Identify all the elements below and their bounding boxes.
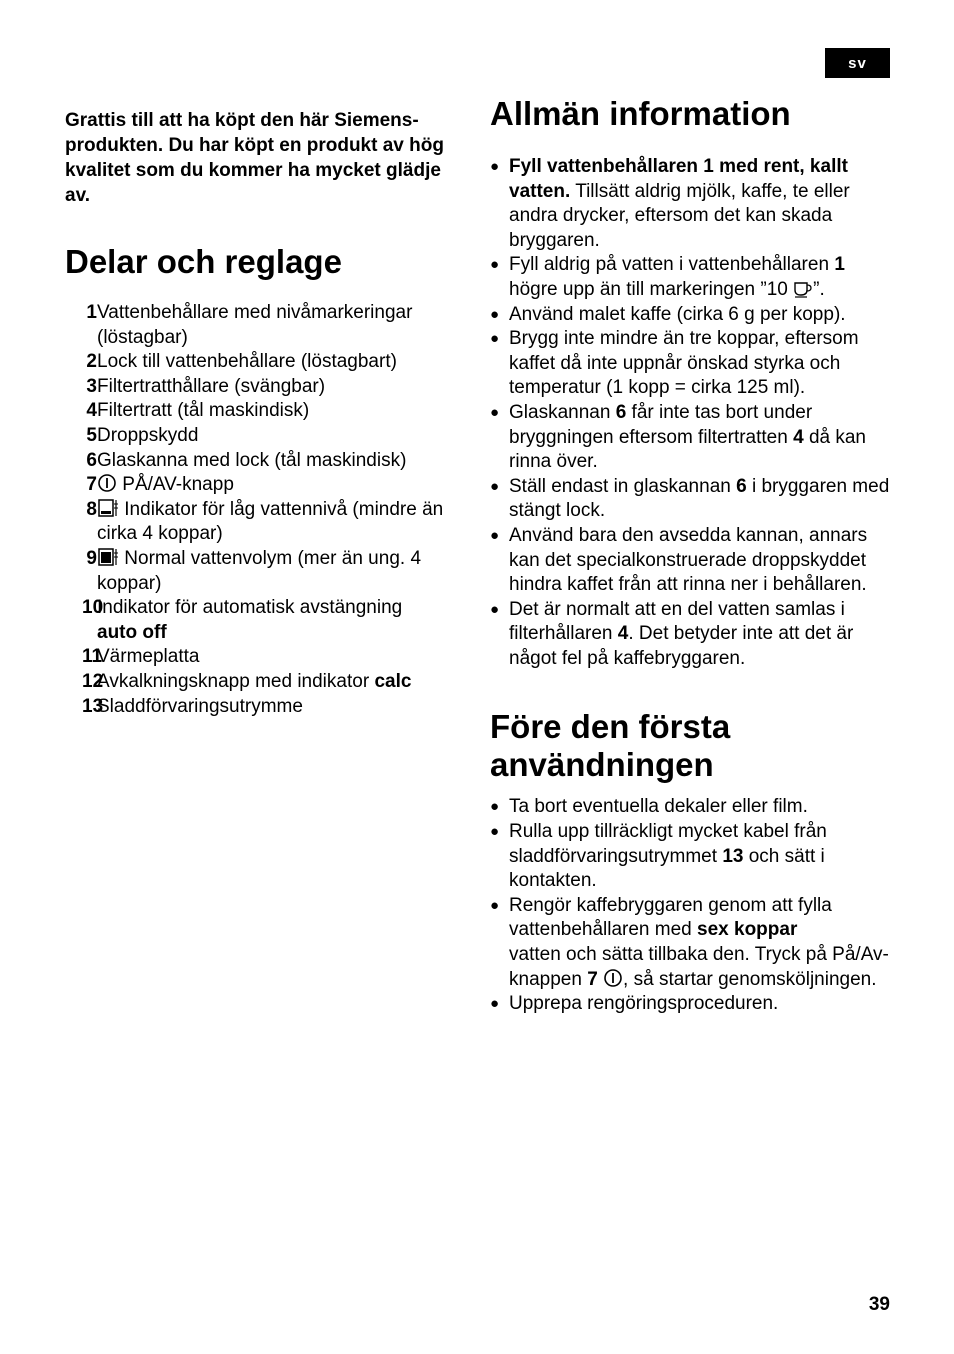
part-bold-text: auto off (97, 621, 167, 643)
part-number: 9 (86, 547, 97, 569)
list-item (490, 253, 890, 302)
item-text: Använd malet kaffe (cirka 6 g per kopp). (509, 303, 846, 325)
list-item (490, 401, 890, 475)
part-text: Filtertratt (tål maskindisk) (97, 400, 310, 422)
part-number: 5 (86, 424, 97, 446)
item-text: Ställ endast in glaskannan (509, 475, 731, 497)
bold-text: sex koppar (697, 919, 798, 941)
list-item (65, 547, 460, 596)
list-item (65, 449, 460, 474)
part-bold-text: calc (374, 670, 412, 692)
part-number: 8 (86, 498, 97, 520)
ref-number: 4 (617, 623, 629, 645)
bullet: ● (490, 305, 500, 323)
item-text: vatten och sätta tillbaka den. Tryck på På/Av-knappen (509, 944, 889, 990)
bullet: ● (490, 477, 500, 495)
bullet: ● (490, 823, 500, 841)
part-text: Normal vattenvolym (mer än ung. 4 koppar) (97, 547, 422, 594)
ref-number: 7 (587, 968, 598, 990)
part-text: Värmeplatta (97, 646, 200, 668)
item-text: , så startar genomsköljningen. (623, 968, 877, 990)
part-text: Lock till vattenbehållare (löstagbart) (97, 351, 397, 373)
item-text: Rengör kaffebryggaren genom att fylla vattenbehållaren med (509, 894, 832, 941)
part-text: Vattenbehållare med nivåmarkeringar (löstagbar) (97, 302, 413, 348)
part-number: 6 (86, 449, 97, 471)
list-item (490, 475, 890, 524)
list-item (490, 327, 890, 401)
item-text: Tillsätt aldrig mjölk, kaffe, te eller andra drycker, eftersom det kan skada bryggaren. (509, 180, 850, 251)
page-number: 39 (868, 1294, 890, 1315)
bullet: ● (490, 798, 500, 816)
general-info-list (490, 155, 890, 671)
list-item (65, 670, 460, 695)
item-text: Brygg inte mindre än tre koppar, eftersom kaffet då inte uppnår önskad styrka och temperatur (1 kopp = cirka 125 ml). (509, 328, 859, 399)
item-text: Ta bort eventuella dekaler eller film. (509, 796, 808, 818)
list-item (65, 695, 460, 720)
power-icon (97, 473, 117, 493)
part-number: 7 (86, 474, 97, 496)
low-water-icon (97, 498, 119, 518)
bullet: ● (490, 600, 500, 618)
item-text: högre upp än till markeringen ”10 (509, 278, 788, 300)
intro-text: Grattis till att ha köpt den här Siemens-produkten. Du har köpt en produkt av hög kvalitet som du kommer ha mycket glädje av. (65, 110, 444, 206)
first-use-heading: Före den första användningen (490, 708, 731, 784)
part-text: Avkalkningsknapp med indikator (97, 670, 370, 692)
item-text: får inte tas bort under bryggningen eftersom filtertratten (509, 401, 813, 448)
bullet: ● (490, 403, 500, 421)
right-column (490, 95, 890, 1017)
list-item (490, 894, 890, 992)
ref-number: 6 (615, 401, 627, 423)
part-text: Indikator för automatisk avstängning (97, 597, 403, 619)
bullet: ● (490, 256, 500, 274)
list-item (65, 399, 460, 424)
list-item (490, 598, 890, 672)
list-item (490, 524, 890, 598)
bullet: ● (490, 158, 500, 175)
item-text: Använd bara den avsedda kannan, annars kan det specialkonstruerade droppskyddet hindra kaffet från att rinna ner i behållaren. (509, 524, 868, 596)
list-item (65, 301, 460, 350)
part-number: 1 (86, 302, 97, 323)
part-text: Filtertratthållare (svängbar) (97, 375, 326, 397)
ref-number: 4 (793, 426, 804, 448)
parts-list (65, 301, 460, 719)
parts-heading: Delar och reglage (65, 243, 342, 280)
part-number: 4 (86, 400, 97, 422)
part-number: 13 (82, 695, 104, 717)
general-info-heading: Allmän information (490, 95, 791, 132)
bullet: ● (490, 526, 500, 544)
list-item (490, 820, 890, 894)
list-item (65, 350, 460, 375)
part-text: Indikator för låg vattennivå (mindre än cirka 4 koppar) (97, 498, 444, 545)
bullet: ● (490, 995, 500, 1013)
part-text: Glaskanna med lock (tål maskindisk) (97, 449, 407, 471)
item-text: i bryggaren med stängt lock. (509, 475, 890, 522)
part-number: 10 (82, 597, 104, 619)
list-item (65, 473, 460, 498)
list-item (65, 596, 460, 645)
item-text: . Det betyder inte att det är något fel på kaffebryggaren. (509, 623, 854, 669)
first-use-list (490, 795, 890, 1016)
part-text: Droppskydd (97, 424, 199, 446)
item-text: Fyll aldrig på vatten i vattenbehållaren (509, 254, 830, 276)
cup-icon (793, 280, 813, 298)
left-column (65, 108, 460, 719)
power-icon (603, 968, 623, 988)
list-item (490, 992, 890, 1017)
bold-text: Fyll vattenbehållaren 1 med rent, kallt vatten. (509, 156, 848, 202)
ref-number: 1 (834, 254, 845, 276)
item-text: Det är normalt att en del vatten samlas i filterhållaren (509, 598, 845, 645)
ref-number: 6 (736, 475, 747, 497)
ref-number: 13 (722, 845, 744, 867)
item-text: och sätt i kontakten. (509, 845, 825, 892)
part-text: PÅ/AV-knapp (122, 474, 234, 496)
normal-water-icon (97, 547, 119, 567)
part-number: 3 (86, 375, 97, 397)
bullet: ● (490, 896, 500, 914)
item-text: Upprepa rengöringsproceduren. (509, 993, 779, 1015)
item-text: Rulla upp tillräckligt mycket kabel från sladdförvaringsutrymmet (509, 821, 827, 867)
list-item (490, 303, 890, 328)
list-item (65, 498, 460, 547)
item-text: då kan rinna över. (509, 426, 866, 473)
part-text: Sladdförvaringsutrymme (97, 695, 303, 717)
language-badge: sv (825, 48, 890, 78)
list-item (490, 795, 890, 820)
list-item (65, 645, 460, 670)
bullet: ● (490, 330, 500, 348)
list-item (490, 155, 890, 253)
part-number: 2 (86, 351, 97, 373)
item-text: Glaskannan (509, 401, 611, 423)
list-item (65, 375, 460, 400)
list-item (65, 424, 460, 449)
part-number: 12 (82, 670, 104, 692)
part-number: 11 (82, 646, 103, 668)
item-text: ”. (813, 278, 825, 300)
